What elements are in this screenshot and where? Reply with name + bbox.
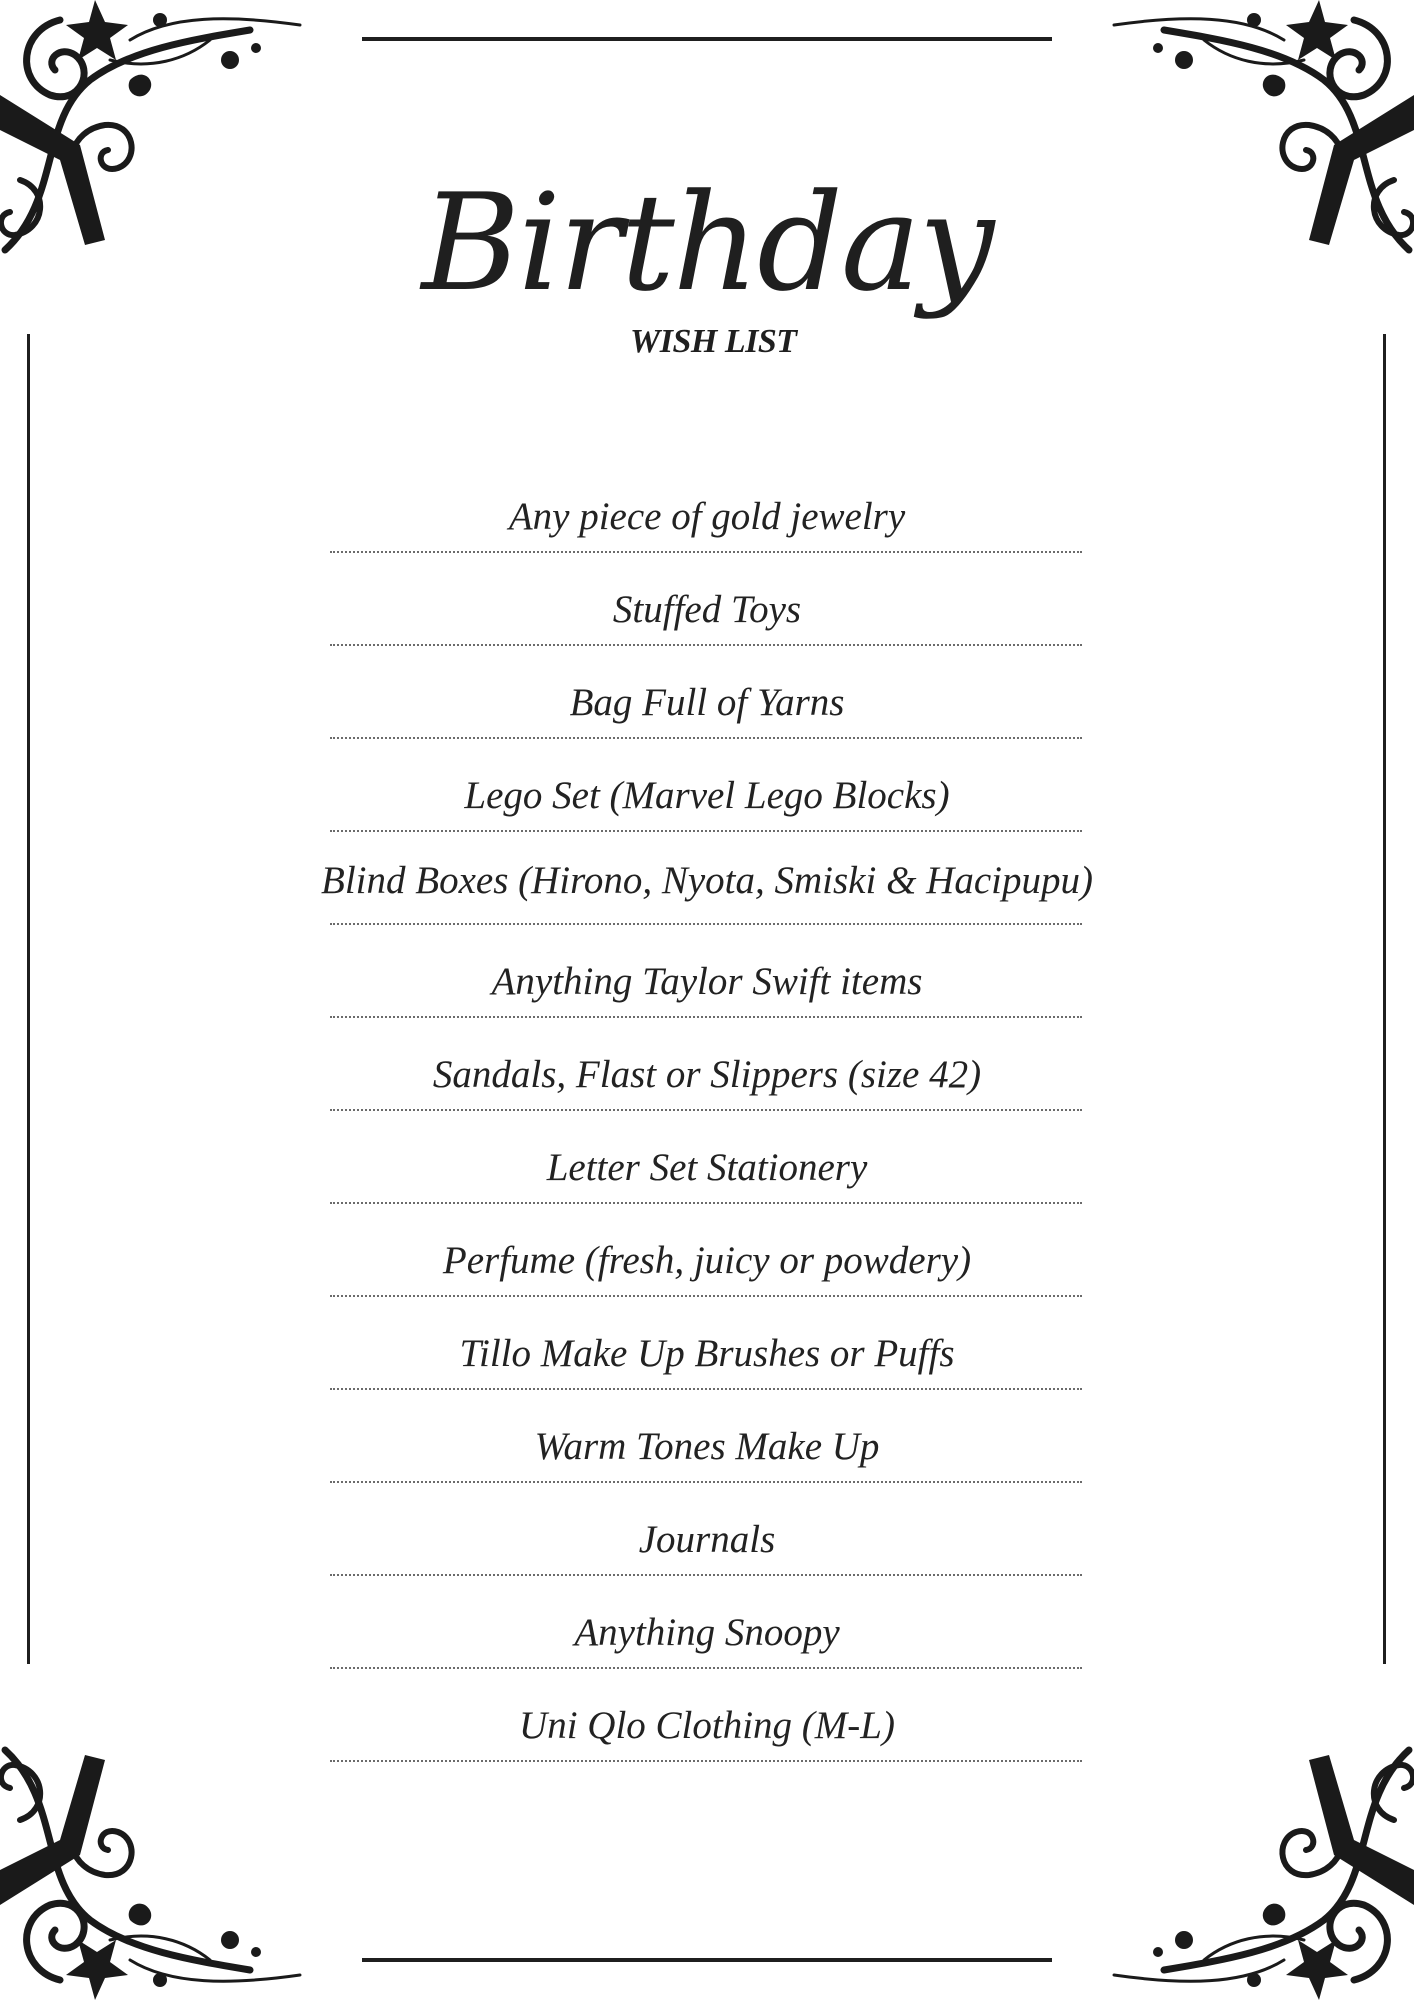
- list-item-text: Journals: [638, 1518, 776, 1561]
- list-item: [0, 1669, 1414, 1762]
- page-subtitle: WISH LIST: [630, 323, 797, 360]
- list-item: [0, 1390, 1414, 1483]
- list-item: [0, 1576, 1414, 1669]
- list-item-text: Anything Taylor Swift items: [491, 960, 923, 1003]
- list-item: [0, 739, 1414, 832]
- page-title: Birthday: [421, 165, 993, 321]
- floral-corner-ornament-icon: [0, 1720, 330, 2000]
- list-item-text: Warm Tones Make Up: [534, 1425, 880, 1468]
- list-item-text: Bag Full of Yarns: [569, 681, 845, 724]
- list-item: [0, 553, 1414, 646]
- list-item-text: Sandals, Flast or Slippers (size 42): [432, 1053, 982, 1096]
- list-item: [0, 1018, 1414, 1111]
- list-item-text: Uni Qlo Clothing (M-L): [519, 1704, 895, 1747]
- list-item-text: Stuffed Toys: [612, 588, 802, 631]
- list-item: [0, 1204, 1414, 1297]
- wish-list: [0, 460, 1414, 1762]
- list-item: [0, 832, 1414, 925]
- list-item: [0, 460, 1414, 553]
- top-divider: [362, 37, 1052, 41]
- list-item-text: Perfume (fresh, juicy or powdery): [442, 1239, 972, 1282]
- list-item: [0, 1297, 1414, 1390]
- list-item: [0, 1111, 1414, 1204]
- list-item-text: Anything Snoopy: [574, 1611, 840, 1654]
- list-item-text: Any piece of gold jewelry: [508, 495, 906, 538]
- floral-corner-ornament-icon: [1084, 1720, 1414, 2000]
- list-item-text: Letter Set Stationery: [546, 1146, 868, 1189]
- list-item-text: Blind Boxes (Hirono, Nyota, Smiski & Hacipupu): [321, 859, 1093, 902]
- list-item: [0, 925, 1414, 1018]
- list-item-text: Lego Set (Marvel Lego Blocks): [464, 774, 950, 817]
- list-item: [0, 1483, 1414, 1576]
- dotted-rule: [330, 1760, 1082, 1762]
- bottom-divider: [362, 1958, 1052, 1962]
- list-item-text: Tillo Make Up Brushes or Puffs: [459, 1332, 955, 1375]
- list-item: [0, 646, 1414, 739]
